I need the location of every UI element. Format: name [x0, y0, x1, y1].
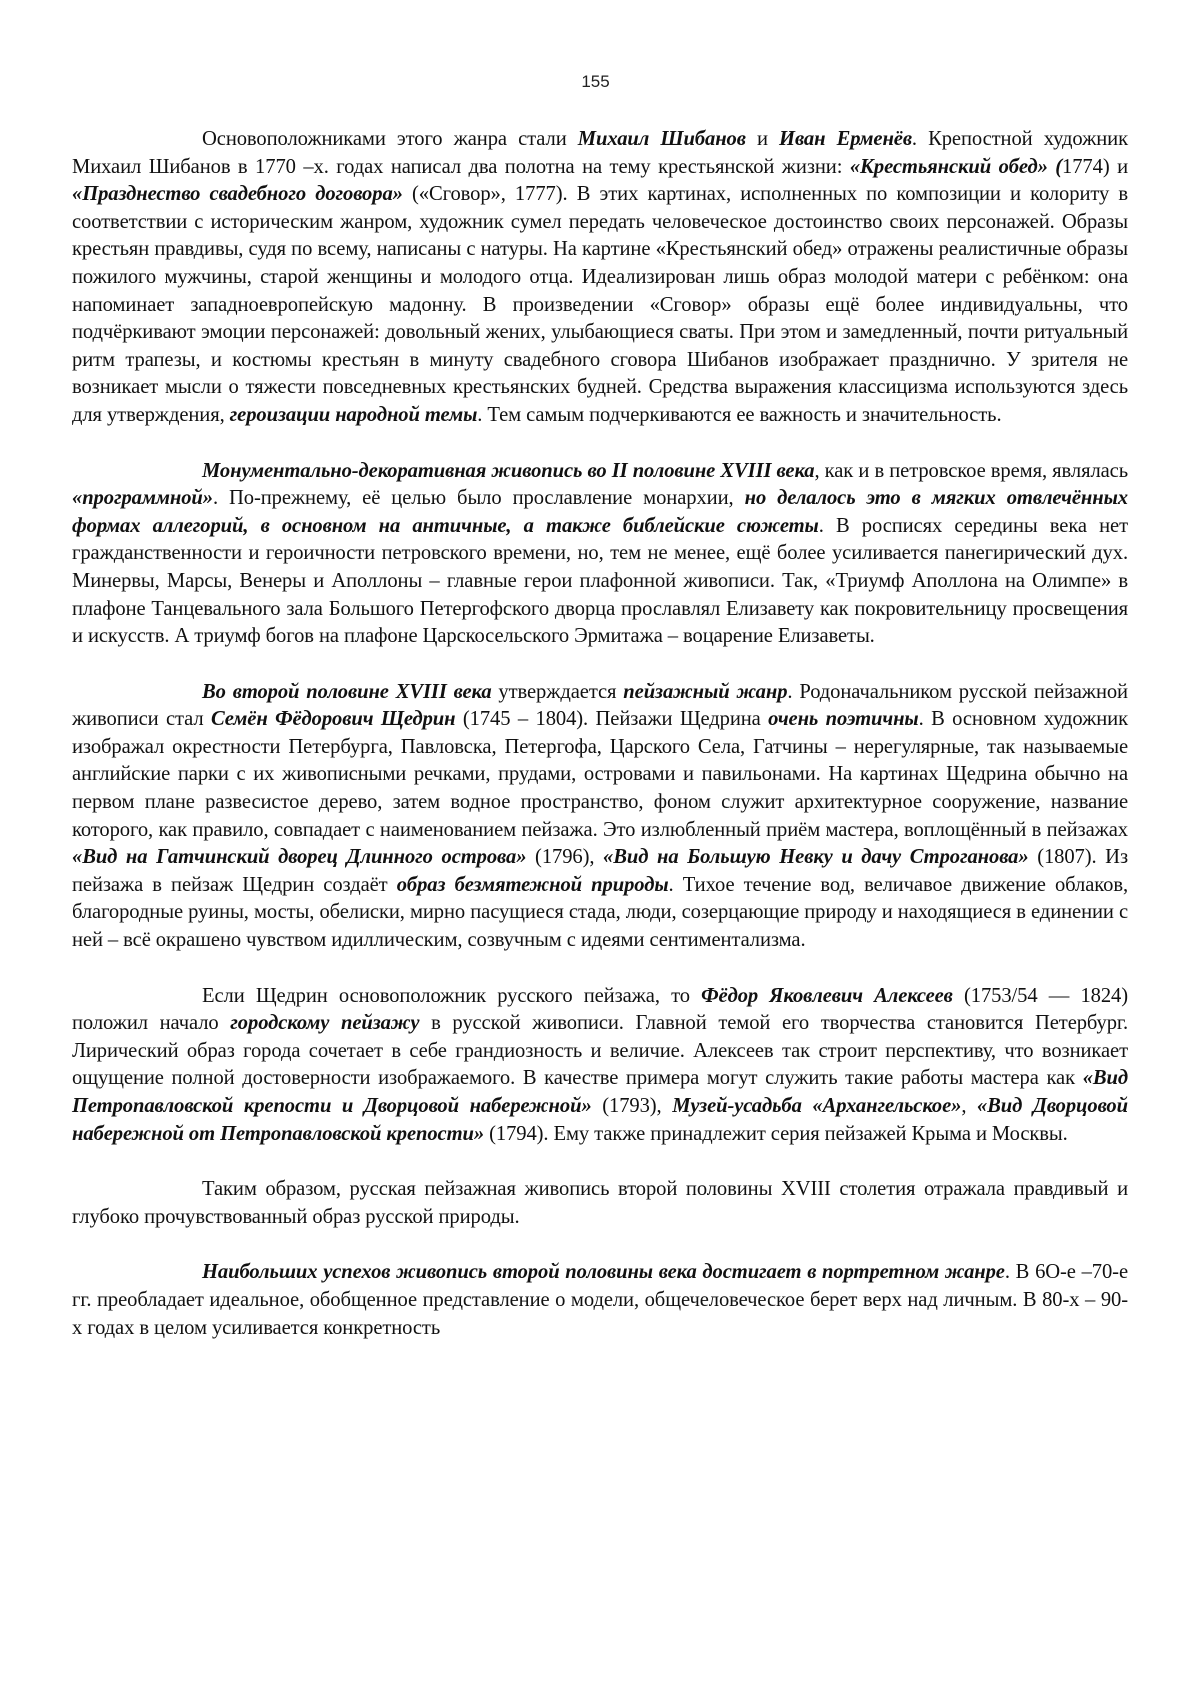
emphasis-text: «Вид Петропавловской крепости и Дворцовой набережной»	[72, 1067, 1128, 1117]
body-text: 1774) и	[1062, 155, 1128, 178]
emphasis-text: городскому пейзажу	[230, 1012, 420, 1035]
body-text: Основоположниками этого жанра стали	[202, 128, 578, 150]
emphasis-text: Во второй половине XVIII века	[202, 680, 492, 703]
emphasis-text: «Вид на Большую Невку и дачу Строганова»	[603, 846, 1029, 869]
paragraph-shibanov	[72, 126, 1128, 430]
body-text: . Крепостной художник Михаил Шибанов в 1770 –х. годах написал два полотна на тему крестьянской жизни:	[72, 128, 1128, 178]
body-text: , как и в петровское время, являлась	[814, 459, 1128, 482]
paragraph-portrait-genre	[72, 1259, 1128, 1342]
body-text: Таким образом, русская пейзажная живопись второй половины XVIII столетия отражала правдивый и глубоко прочувствованный образ русской природы.	[72, 1178, 1128, 1228]
emphasis-text: Монументально-декоративная живопись во II половине XVIII века	[202, 459, 815, 482]
body-text: (1793),	[591, 1095, 673, 1117]
emphasis-text: Михаил Шибанов	[577, 128, 746, 150]
body-text: (1753/54 — 1824) положил начало	[72, 984, 1128, 1035]
body-text: («Сговор», 1777). В этих картинах, исполненных по композиции и колориту в соответствии с историческим жанром, художник сумел передать человеческое достоинство своих персонажей. Образы крестьян правдивы, судя по всему, написаны с натуры. На картине «Крестьянский обед» отражены реалистичные образы пожилого мужчины, старой женщины и молодого отца. Идеализирован лишь образ молодой матери с ребёнком: она напоминает западноевропейскую мадонну. В произведении «Сговор» образы ещё более индивидуальны, что подчёркивают эмоции персонажей: довольный жених, улыбающиеся сваты. При этом и замедленный, почти ритуальный ритм трапезы, и костюмы крестьян в минуту свадебного сговора Шибанов изображает празднично. У зрителя не возникает мысли о тяжести повседневных крестьянских будней. Средства выражения классицизма используются здесь для утверждения,	[72, 183, 1128, 426]
body-text: (1794). Ему также принадлежит серия пейзажей Крыма и Москвы.	[484, 1122, 1068, 1145]
body-text: . По-прежнему, её целью было прославление монархии,	[212, 487, 745, 510]
page-body	[72, 126, 1128, 1370]
body-text: . Тихое течение вод, величавое движение облаков, благородные руины, мосты, обелиски, мирно пасущиеся стада, люди, созерцающие природу и находящиеся в единении с ней – всё окрашено чувством идиллическим, созвучным с идеями сентиментализма.	[72, 873, 1128, 952]
body-text: (1796),	[526, 846, 604, 869]
body-text: и	[745, 128, 780, 150]
body-text: . Родоначальником русской пейзажной живописи стал	[72, 680, 1128, 731]
body-text: ,	[961, 1095, 977, 1117]
paragraph-landscape-summary	[72, 1176, 1128, 1231]
body-text: (1807). Из пейзажа в пейзаж Щедрин создаёт	[72, 846, 1128, 896]
emphasis-text: очень поэтичны	[768, 708, 919, 731]
page-number: 155	[581, 72, 610, 91]
emphasis-text: но делалось это в мягких отвлечённых формах аллегорий, в основном на античные, а также библейские сюжеты	[72, 487, 1128, 537]
emphasis-text: Музей-усадьба «Архангельское»	[672, 1095, 962, 1117]
body-text: Если Щедрин основоположник русского пейзажа, то	[202, 984, 702, 1007]
body-text: (1745 – 1804). Пейзажи Щедрина	[455, 708, 769, 731]
emphasis-text: «Вид Дворцовой набережной от Петропавловской крепости»	[72, 1095, 1128, 1145]
emphasis-text: героизации народной темы	[229, 403, 478, 426]
emphasis-text: «Празднество свадебного договора»	[72, 183, 403, 206]
paragraph-alekseev	[72, 983, 1128, 1149]
paragraph-shchedrin	[72, 679, 1128, 955]
body-text: . Тем самым подчеркиваются ее важность и значительность.	[477, 403, 1002, 426]
body-text: в русской живописи. Главной темой его творчества становится Петербург. Лирический образ города сочетает в себе грандиозность и величие. Алексеев так строит перспективу, что возникает ощущение полной достоверности изображаемого. В качестве примера могут служить такие работы мастера как	[72, 1012, 1128, 1090]
emphasis-text: «Крестьянский обед» (	[849, 155, 1063, 178]
emphasis-text: «программной»	[72, 487, 213, 510]
body-text: утверждается	[491, 680, 624, 703]
emphasis-text: Иван Ерменёв	[779, 128, 912, 150]
body-text: . В основном художник изображал окрестности Петербурга, Павловска, Петергофа, Царского Села, Гатчины – нерегулярные, так называемые английские парки с их живописными речками, прудами, островами и павильонами. На картинах Щедрина обычно на первом плане развесистое дерево, затем водное пространство, фоном служит архитектурное сооружение, название которого, как правило, совпадает с наименованием пейзажа. Это излюбленный приём мастера, воплощённый в пейзажах	[72, 708, 1128, 841]
emphasis-text: Наибольших успехов живопись второй половины века достигает в портретном жанре	[202, 1261, 1005, 1284]
emphasis-text: «Вид на Гатчинский дворец Длинного острова»	[72, 846, 527, 869]
emphasis-text: Семён Фёдорович Щедрин	[210, 708, 456, 731]
body-text: . В росписях середины века нет гражданственности и героичности петровского времени, но, тем не менее, ещё более усиливается панегирический дух. Минервы, Марсы, Венеры и Аполлоны – главные герои плафонной живописи. Так, «Триумф Аполлона на Олимпе» в плафоне Танцевального зала Большого Петергофского дворца прославлял Елизавету как покровительницу просвещения и искусств. А триумф богов на плафоне Царскосельского Эрмитажа – воцарение Елизаветы.	[72, 514, 1128, 648]
body-text: . В 6О-е –70-е гг. преобладает идеальное, обобщенное представление о модели, общечеловеческое берет верх над личным. В 80-х – 90-х годах в целом усиливается конкретность	[72, 1261, 1128, 1339]
paragraph-monumental-painting	[72, 458, 1128, 651]
emphasis-text: пейзажный жанр	[623, 680, 788, 703]
emphasis-text: Фёдор Яковлевич Алексеев	[701, 984, 953, 1007]
emphasis-text: образ безмятежной природы	[396, 873, 669, 896]
